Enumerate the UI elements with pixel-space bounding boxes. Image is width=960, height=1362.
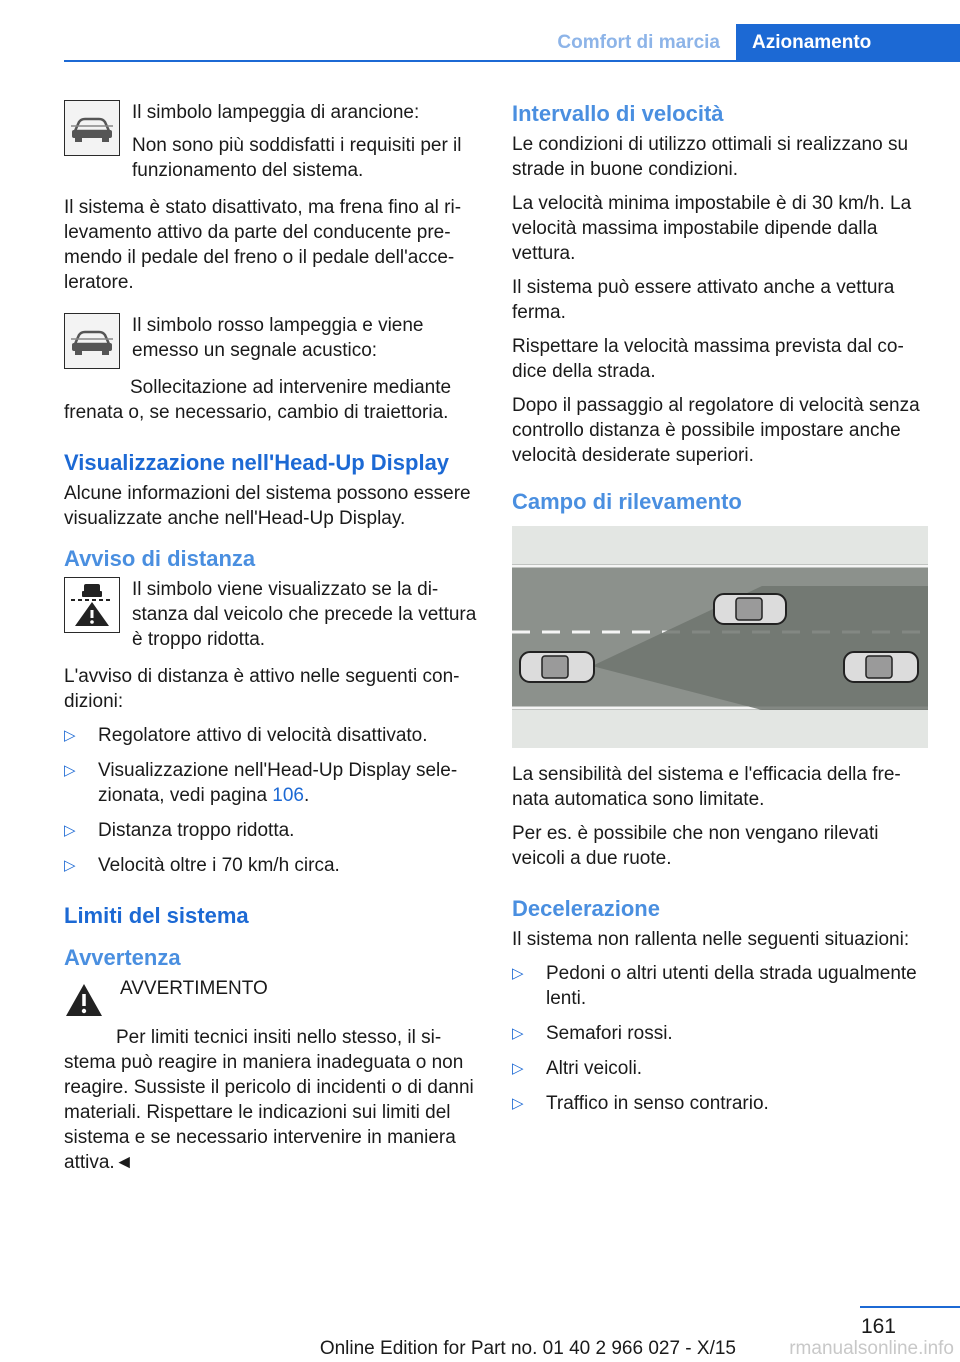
right-column (512, 100, 928, 1126)
list-item: ▷ Altri veicoli. (512, 1058, 643, 1079)
deactivated-paragraph: Il sistema è stato disattivato, ma frena fino al rilevamento attivo da parte del conducente premendo il pedale del freno o il pedale dell'acceleratore. (64, 197, 462, 293)
footer-rule (860, 1306, 960, 1308)
triangle-bullet-icon: ▷ (64, 762, 76, 779)
range-paragraph-1: La sensibilità del sistema e l'efficacia della frenata automatica sono limitate. (512, 764, 901, 810)
symbol-orange-text: Il simbolo lampeggia di arancione: (132, 102, 420, 123)
header-rule (64, 60, 960, 62)
warning-text: Per limiti tecnici insiti nello stesso, il sistema può reagire in maniera inadeguata o non reagire. Sussiste il pericolo di incidenti o di danni materiali. Rispettare le indicazioni sui limiti del sistema e se necessario intervenire in maniera attiva.◄ (64, 1027, 474, 1173)
list-item: ▷ Semafori rossi. (512, 1023, 673, 1044)
triangle-bullet-icon: ▷ (512, 1095, 524, 1112)
page-reference-link[interactable]: 106 (272, 785, 304, 806)
own-car-icon (520, 652, 594, 682)
heading-hud: Visualizzazione nell'Head-Up Display (64, 450, 450, 475)
watermark: rmanualsonline.info (789, 1338, 954, 1359)
triangle-bullet-icon: ▷ (512, 965, 524, 982)
distance-symbol-block (64, 577, 478, 660)
list-item: ▷ Visualizzazione nell'Head-Up Display selezionata, vedi pagina 106. (64, 760, 458, 806)
section-tab[interactable]: Comfort di marcia (557, 32, 720, 53)
heading-system-limits: Limiti del sistema (64, 903, 249, 928)
distance-conditions: L'avviso di distanza è attivo nelle seguenti condizioni: (64, 666, 460, 712)
heading-notice: Avvertenza (64, 945, 181, 970)
symbol-red-text: Il simbolo rosso lampeggia e viene emesso un segnale acustico: (132, 315, 424, 361)
car-warning-red-icon (64, 313, 120, 369)
car-ahead-icon (714, 594, 786, 624)
heading-deceleration: Decelerazione (512, 896, 660, 921)
heading-speed-range: Intervallo di velocità (512, 101, 724, 126)
range-paragraph-2: Per es. è possibile che non vengano rilevati veicoli a due ruote. (512, 823, 879, 869)
page-number: 161 (860, 1315, 896, 1338)
speed-paragraph-3: Il sistema può essere attivato anche a vettura ferma. (512, 277, 895, 323)
speed-paragraph-4: Rispettare la velocità massima prevista dal codice della strada. (512, 336, 904, 382)
heading-distance-warning: Avviso di distanza (64, 546, 256, 571)
list-item: ▷ Distanza troppo ridotta. (64, 820, 295, 841)
distance-symbol-text: Il simbolo viene visualizzato se la distanza dal veicolo che precede la vettura è troppo ridotta. (132, 579, 477, 650)
deceleration-list (512, 961, 928, 1116)
detection-range-illustration (512, 526, 928, 748)
warning-title: AVVERTIMENTO (120, 978, 268, 999)
car-right-lane-icon (844, 652, 918, 682)
triangle-bullet-icon: ▷ (64, 857, 76, 874)
speed-paragraph-2: La velocità minima impostabile è di 30 km/h. La velocità massima impostabile dipende dalla vettura. (512, 193, 912, 264)
triangle-bullet-icon: ▷ (64, 727, 76, 744)
red-symbol-block (64, 313, 478, 371)
triangle-bullet-icon: ▷ (64, 822, 76, 839)
left-column (64, 100, 478, 1184)
edition-line: Online Edition for Part no. 01 40 2 966 027 - X/15 (319, 1338, 736, 1359)
chapter-tab[interactable]: Azionamento (736, 24, 960, 61)
car-warning-orange-icon (64, 100, 120, 156)
heading-detection-range: Campo di rilevamento (512, 489, 742, 514)
distance-warning-icon (64, 577, 120, 633)
hud-paragraph: Alcune informazioni del sistema possono essere visualizzate anche nell'Head-Up Display. (64, 483, 471, 529)
distance-conditions-list (64, 723, 478, 878)
warning-block (64, 976, 478, 1025)
list-item: ▷ Traffico in senso contrario. (512, 1093, 769, 1114)
triangle-bullet-icon: ▷ (512, 1025, 524, 1042)
list-item: ▷ Pedoni o altri utenti della strada ugualmente lenti. (512, 963, 917, 1009)
orange-symbol-block (64, 100, 478, 191)
speed-paragraph-5: Dopo il passaggio al regolatore di velocità senza controllo distanza è possibile impostare anche velocità desiderate superiori. (512, 395, 920, 466)
symbol-red-desc: Sollecitazione ad intervenire mediante frenata o, se necessario, cambio di traiettoria. (64, 377, 452, 423)
warning-triangle-icon (64, 976, 104, 1025)
triangle-bullet-icon: ▷ (512, 1060, 524, 1077)
symbol-orange-desc: Non sono più soddisfatti i requisiti per il funzionamento del sistema. (132, 135, 462, 181)
speed-paragraph-1: Le condizioni di utilizzo ottimali si realizzano su strade in buone condizioni. (512, 134, 909, 180)
list-item: ▷ Velocità oltre i 70 km/h circa. (64, 855, 340, 876)
deceleration-intro: Il sistema non rallenta nelle seguenti situazioni: (512, 929, 910, 950)
list-item: ▷ Regolatore attivo di velocità disattivato. (64, 725, 428, 746)
